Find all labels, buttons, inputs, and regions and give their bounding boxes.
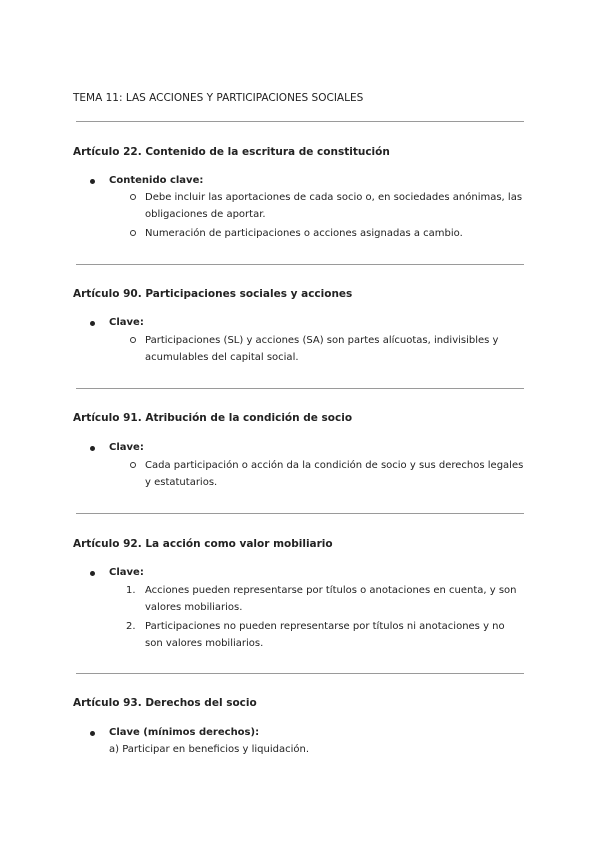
numbered-list-item: [126, 582, 526, 616]
circle-bullet-icon: [130, 194, 136, 200]
bullet-label: Clave (mínimos derechos):: [109, 727, 260, 738]
bullet-icon: [90, 571, 95, 576]
horizontal-rule: [76, 388, 524, 389]
horizontal-rule: [76, 673, 524, 674]
section-heading-art92: Artículo 92. La acción como valor mobiliario: [73, 538, 333, 550]
sub-item-text: Acciones pueden representarse por títulos o anotaciones en cuenta, y son valores mobiliarios.: [145, 585, 517, 613]
bullet-icon: [90, 321, 95, 326]
sub-list-item: [126, 189, 526, 223]
horizontal-rule: [76, 513, 524, 514]
document-title: TEMA 11: LAS ACCIONES Y PARTICIPACIONES SOCIALES: [73, 92, 364, 104]
list-number: 2.: [126, 621, 136, 632]
section-heading-art22: Artículo 22. Contenido de la escritura de constitución: [73, 146, 390, 158]
sub-list-item: [126, 332, 526, 366]
sub-item-text: Participaciones (SL) y acciones (SA) son partes alícuotas, indivisibles y acumulables del capital social.: [145, 335, 499, 363]
sub-list-item: [126, 225, 526, 242]
numbered-list-item: [126, 618, 526, 652]
section-heading-art90: Artículo 90. Participaciones sociales y acciones: [73, 288, 353, 300]
sub-item-text: Debe incluir las aportaciones de cada socio o, en sociedades anónimas, las obligaciones de aportar.: [145, 192, 523, 220]
bullet-label: Contenido clave:: [109, 175, 204, 186]
sub-list-item: [126, 457, 526, 491]
circle-bullet-icon: [130, 230, 136, 236]
list-number: 1.: [126, 585, 136, 596]
sub-item-text: Numeración de participaciones o acciones asignadas a cambio.: [145, 228, 463, 239]
sub-item-text: Participaciones no pueden representarse por títulos ni anotaciones y no son valores mobiliarios.: [145, 621, 505, 649]
section-heading-art91: Artículo 91. Atribución de la condición de socio: [73, 412, 353, 424]
bullet-label: Clave:: [109, 567, 144, 578]
bullet-icon: [90, 446, 95, 451]
sub-item-text: Cada participación o acción da la condición de socio y sus derechos legales y estatutarios.: [145, 460, 524, 488]
circle-bullet-icon: [130, 462, 136, 468]
bullet-icon: [90, 179, 95, 184]
horizontal-rule: [76, 264, 524, 265]
bullet-label: Clave:: [109, 442, 144, 453]
plain-list-text: a) Participar en beneficios y liquidación.: [109, 744, 310, 755]
section-heading-art93: Artículo 93. Derechos del socio: [73, 697, 257, 709]
circle-bullet-icon: [130, 337, 136, 343]
horizontal-rule: [76, 121, 524, 122]
bullet-label: Clave:: [109, 317, 144, 328]
bullet-icon: [90, 731, 95, 736]
